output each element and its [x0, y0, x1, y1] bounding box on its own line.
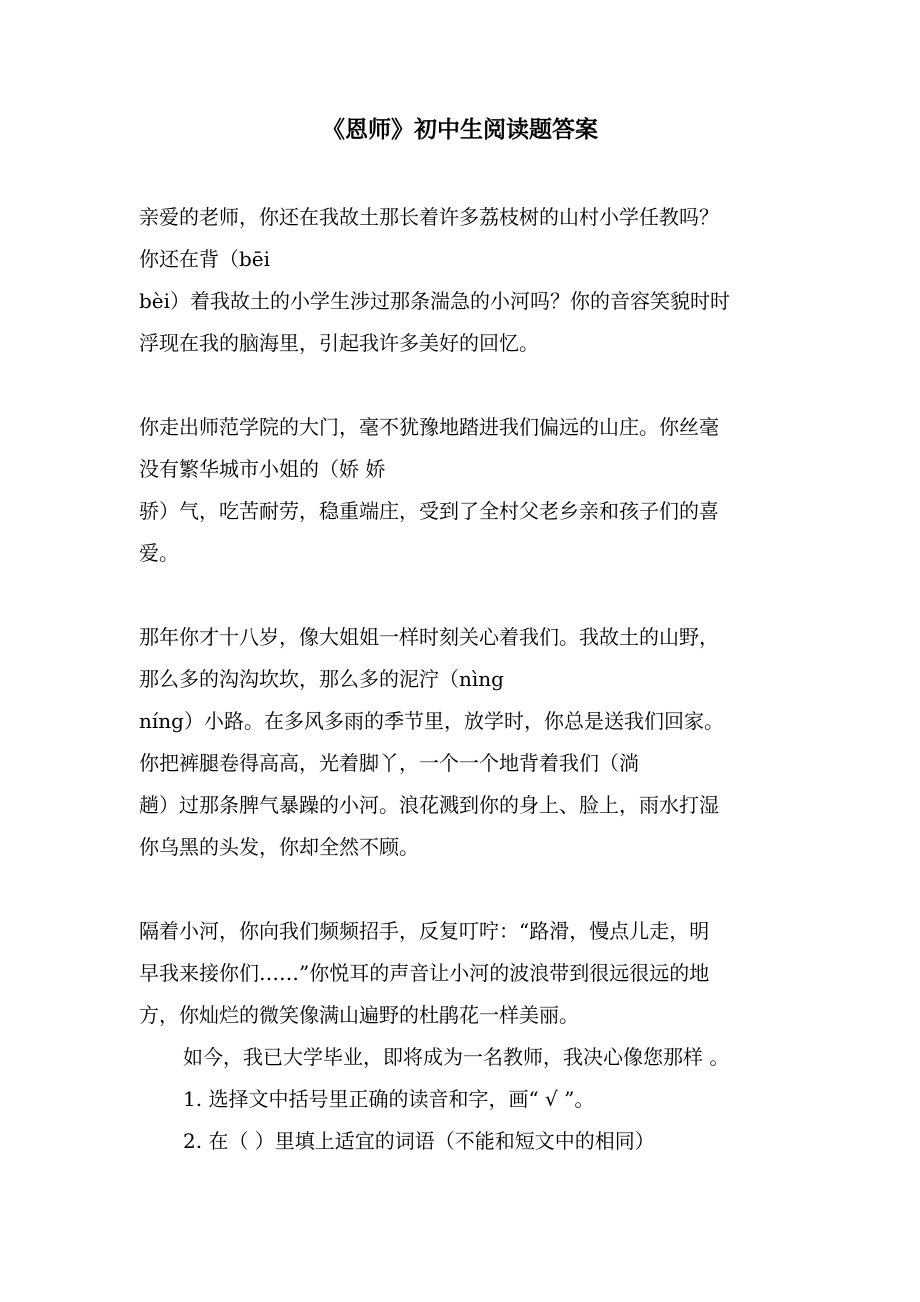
- question-1: 1. 选择文中括号里正确的读音和字，画“ √ ”。: [183, 1087, 595, 1111]
- paragraph-2-line-2: 没有繁华城市小姐的（娇 娇: [139, 457, 386, 481]
- paragraph-1-line-1: 亲爱的老师，你还在我故土那长着许多荔枝树的山村小学任教吗？: [139, 205, 719, 229]
- paragraph-3-line-1: 那年你才十八岁，像大姐姐一样时刻关心着我们。我故土的山野，: [139, 625, 719, 649]
- paragraph-2-line-4: 爱。: [139, 541, 179, 565]
- paragraph-3-line-6: 你乌黑的头发，你却全然不顾。: [139, 835, 419, 859]
- question-2: 2. 在（ ）里填上适宜的词语（不能和短文中的相同）: [183, 1129, 655, 1153]
- paragraph-3-line-2: 那么多的沟沟坎坎，那么多的泥泞（nìng: [139, 667, 504, 691]
- paragraph-2-line-3: 骄）气，吃苦耐劳，稳重端庄，受到了全村父老乡亲和孩子们的喜: [139, 499, 719, 523]
- paragraph-2-line-1: 你走出师范学院的大门，毫不犹豫地踏进我们偏远的山庄。你丝毫: [139, 415, 719, 439]
- paragraph-1-line-4: 浮现在我的脑海里，引起我许多美好的回忆。: [139, 331, 539, 355]
- paragraph-4-line-2: 早我来接你们……”你悦耳的声音让小河的波浪带到很远很远的地: [139, 961, 710, 985]
- paragraph-4-line-3: 方，你灿烂的微笑像满山遍野的杜鹃花一样美丽。: [139, 1003, 579, 1027]
- paragraph-3-line-4: 你把裤腿卷得高高，光着脚丫，一个一个地背着我们（淌: [139, 751, 639, 775]
- paragraph-3-line-3: níng）小路。在多风多雨的季节里，放学时，你总是送我们回家。: [139, 709, 724, 733]
- document-title: 《恩师》初中生阅读题答案: [322, 116, 598, 143]
- closing-line: 如今，我已大学毕业，即将成为一名教师，我决心像您那样 。: [183, 1045, 730, 1069]
- paragraph-1-line-3: bèi）着我故土的小学生涉过那条湍急的小河吗？你的音容笑貌时时: [139, 289, 731, 313]
- paragraph-4-line-1: 隔着小河，你向我们频频招手，反复叮咛：“路滑，慢点儿走，明: [139, 919, 710, 943]
- paragraph-1-line-2: 你还在背（bēi: [139, 247, 271, 271]
- paragraph-3-line-5: 趟）过那条脾气暴躁的小河。浪花溅到你的身上、脸上，雨水打湿: [139, 793, 719, 817]
